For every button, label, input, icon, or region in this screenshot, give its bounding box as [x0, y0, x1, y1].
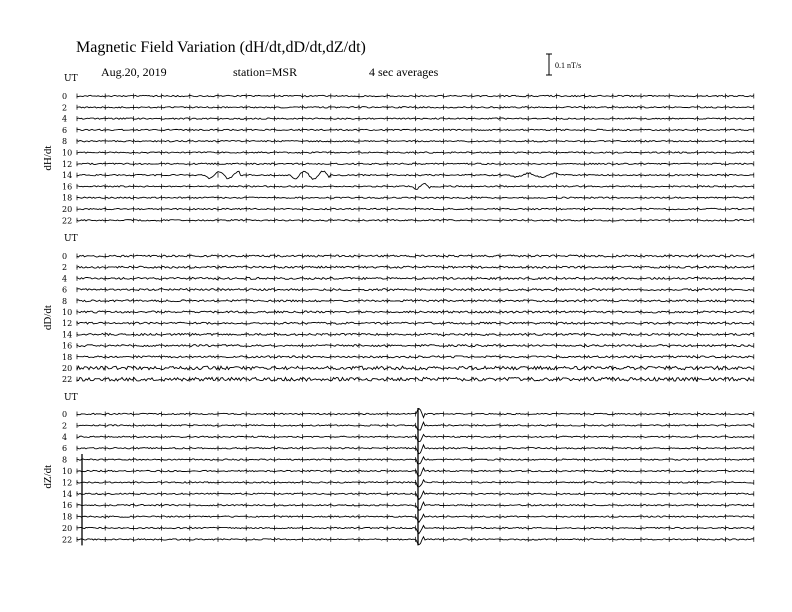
- row-label: 14: [62, 171, 73, 181]
- panel-ylabel: dD/dt: [42, 305, 54, 331]
- row-label: 8: [62, 455, 68, 465]
- row-label: 22: [62, 375, 73, 385]
- averaging-label: 4 sec averages: [369, 65, 439, 79]
- row-label: 0: [62, 92, 68, 101]
- row-label: 8: [62, 137, 68, 147]
- row-label: 18: [62, 352, 73, 362]
- row-label: 16: [62, 501, 73, 511]
- row-label: 2: [62, 421, 68, 431]
- row-label: 12: [62, 319, 73, 329]
- row-label: 22: [62, 535, 73, 545]
- row-label: 6: [62, 125, 68, 135]
- row-label: 10: [62, 467, 73, 476]
- scale-bar-label: 0.1 nT/s: [555, 61, 582, 70]
- row-label: 0: [62, 410, 68, 419]
- row-label: 4: [62, 114, 68, 124]
- row-label: 12: [62, 478, 73, 488]
- ut-label: UT: [64, 234, 78, 244]
- date-label: Aug.20, 2019: [101, 65, 167, 79]
- row-label: 18: [62, 512, 73, 522]
- row-label: 10: [62, 148, 73, 158]
- chart-title: Magnetic Field Variation (dH/dt,dD/dt,dZ/dt): [76, 39, 366, 56]
- row-label: 20: [62, 364, 73, 373]
- row-label: 20: [62, 524, 73, 533]
- row-label: 8: [62, 296, 68, 306]
- station-label: station=MSR: [233, 65, 298, 79]
- row-label: 12: [62, 159, 73, 169]
- panel-ylabel: dZ/dt: [42, 464, 54, 489]
- row-label: 18: [62, 193, 73, 203]
- row-label: 6: [62, 285, 68, 295]
- row-label: 4: [62, 432, 68, 442]
- row-label: 6: [62, 444, 68, 454]
- row-label: 10: [62, 308, 73, 317]
- row-label: 4: [62, 274, 68, 284]
- row-label: 14: [62, 330, 73, 340]
- row-label: 0: [62, 252, 68, 261]
- ut-label: UT: [64, 74, 78, 84]
- row-label: 2: [62, 103, 68, 113]
- row-label: 22: [62, 216, 73, 226]
- row-label: 2: [62, 263, 68, 273]
- row-label: 14: [62, 489, 73, 499]
- row-label: 16: [62, 341, 73, 351]
- ut-label: UT: [64, 393, 78, 403]
- row-label: 16: [62, 182, 73, 192]
- panel-ylabel: dH/dt: [42, 145, 54, 171]
- row-label: 20: [62, 205, 73, 214]
